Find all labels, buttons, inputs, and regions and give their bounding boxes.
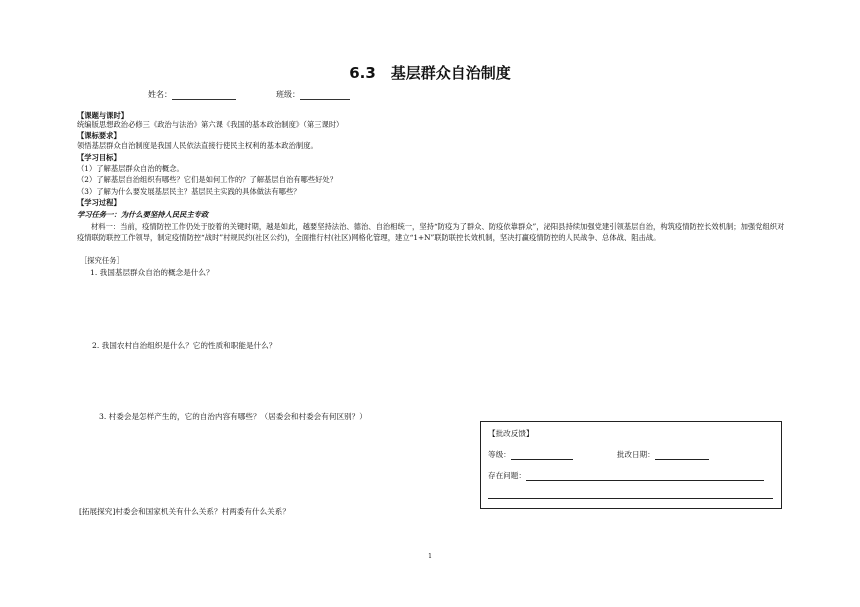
name-blank[interactable] [172, 91, 236, 100]
standard-text: 领悟基层群众自治制度是我国人民依法直接行使民主权利的基本政治制度。 [77, 141, 318, 150]
date-label: 批改日期： [616, 450, 655, 459]
task-heading: 学习任务一：为什么要坚持人民民主专政 [77, 210, 209, 219]
feedback-title: 【批改反馈】 [488, 429, 534, 438]
topic-text: 统编版思想政治必修三《政治与法治》第六课《我国的基本政治制度》（第三课时） [77, 120, 344, 129]
extend-question: [拓展探究]村委会和国家机关有什么关系？村两委有什么关系？ [79, 507, 290, 516]
material-paragraph: 材料一：当前，疫情防控工作仍处于胶着的关键时期，越是如此，越要坚持法治、德治、自治相统一，坚持“防疫为了群众、防疫依靠群众”，泌阳县持续加强党建引领基层自治，构筑疫情防控长效机制；加强党组织对疫情联防联控工作领导，制定疫情防控“战时”村规民约(社区公约)，全面推行村(社区)网格化管理，建立“1+N”联防联控长效机制，坚决打赢疫情防控的人民战争、总体战、阻击战。 [77, 222, 785, 242]
goal-item: （3）了解为什么要发展基层民主？基层民主实践的具体做法有哪些？ [77, 187, 301, 196]
section-heading-topic: 【课题与课时】 [77, 111, 129, 120]
grade-blank[interactable] [511, 451, 573, 460]
page-title: 6.3 基层群众自治制度 [349, 64, 511, 82]
issue-blank-2[interactable] [488, 490, 773, 499]
question-3: 3. 村委会是怎样产生的，它的自治内容有哪些？（居委会和村委会有何区别？） [99, 412, 367, 421]
issue-blank[interactable] [526, 472, 764, 481]
student-info [148, 89, 350, 100]
feedback-box [480, 421, 782, 509]
class-blank[interactable] [300, 91, 350, 100]
explore-label: ［探究任务］ [80, 256, 124, 265]
date-blank[interactable] [655, 451, 709, 460]
question-2: 2. 我国农村自治组织是什么？它的性质和职能是什么？ [92, 341, 277, 350]
page-number: 1 [428, 553, 432, 560]
section-heading-goals: 【学习目标】 [77, 153, 121, 162]
section-heading-process: 【学习过程】 [77, 198, 121, 207]
issue-label: 存在问题： [488, 471, 526, 480]
name-label: 姓名： [148, 90, 172, 99]
grade-label: 等级： [488, 450, 511, 459]
question-1: 1. 我国基层群众自治的概念是什么？ [90, 268, 214, 277]
class-label: 班级： [276, 90, 300, 99]
goal-item: （2）了解基层自治组织有哪些？它们是如何工作的？了解基层自治有哪些好处？ [77, 175, 338, 184]
goal-item: （1）了解基层群众自治的概念。 [77, 164, 184, 173]
section-heading-standard: 【课标要求】 [77, 131, 121, 140]
